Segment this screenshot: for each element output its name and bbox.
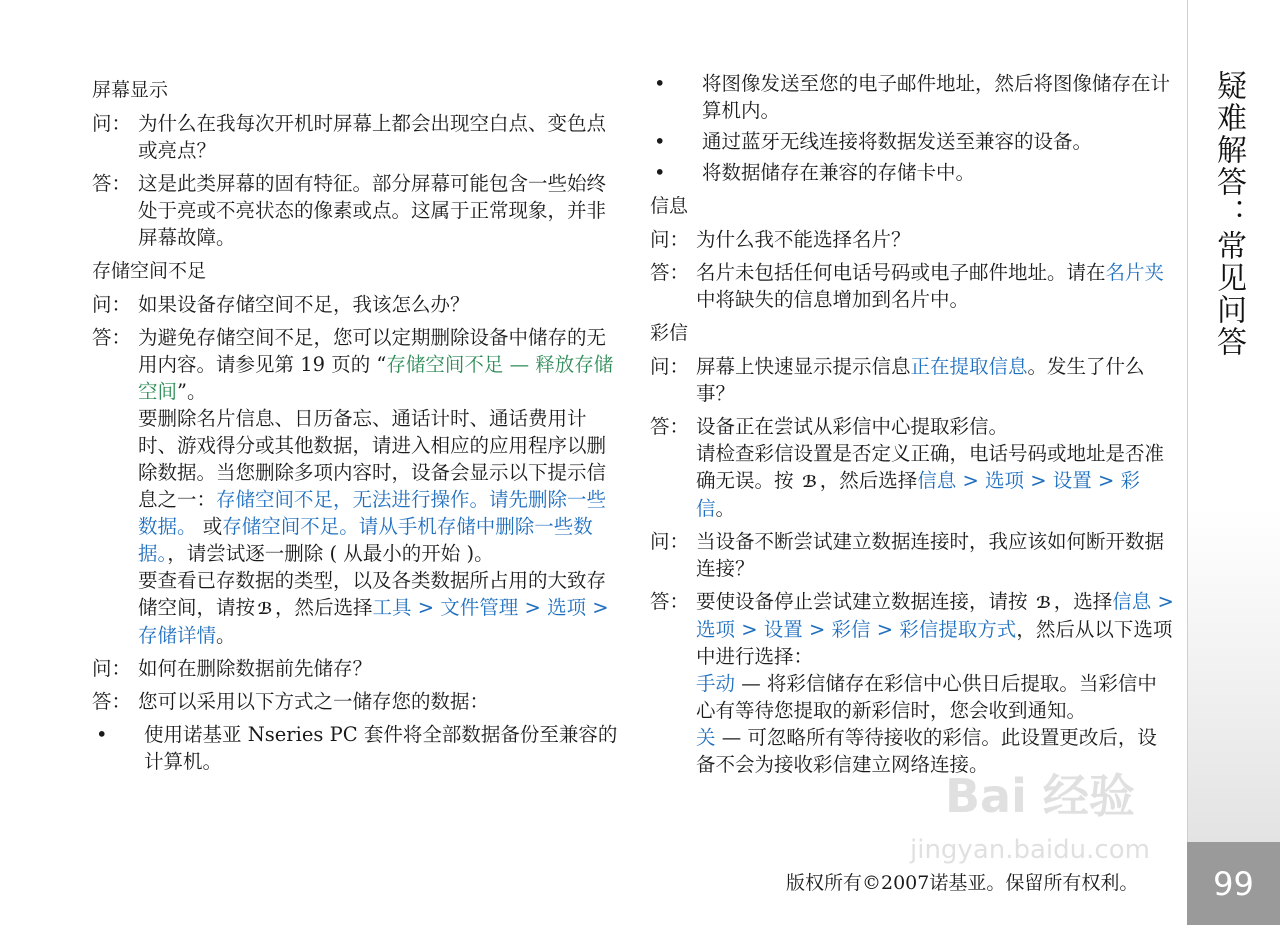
bullet-icon: • [96,723,108,746]
question-screen [92,110,622,164]
text: 。 [715,497,736,520]
separator: > [411,596,441,619]
separator: > [518,596,548,619]
right-column [650,70,1175,784]
question-text: 如何在删除数据前先储存？ [138,657,373,680]
answer-body [696,413,1175,522]
question-label: 问： [650,530,690,553]
section-heading-screen: 屏幕显示 [92,79,169,101]
question-label: 问： [650,228,690,251]
menu-path-options: 选项 [547,596,587,619]
question-retrieving [650,353,1175,407]
text: 。 [216,624,236,647]
left-column [92,70,622,779]
text: 中将缺失的信息增加到名片中。 [696,288,970,311]
question-label: 问： [92,293,132,316]
answer-label: 答： [650,261,690,284]
list-item [650,159,1175,186]
question-text: 如果设备存储空间不足，我该怎么办？ [138,293,470,316]
watermark-logo: Bai 经验 [945,769,1135,823]
menu-key-icon: ℬ [257,599,273,618]
separator: > [586,596,609,619]
question-label: 问： [92,657,132,680]
text: — 将彩信储存在彩信中心供日后提取。当彩信中心有等待您提取的新彩信时，您会收到通知。 [696,672,1157,722]
answer-retrieving [650,413,1175,522]
answer-body [138,324,622,649]
bullet-icon: • [654,72,666,95]
page-number: 99 [1187,842,1280,925]
text: 屏幕上快速显示提示信息 [696,355,911,378]
separator: > [870,618,900,641]
text: ”。 [177,380,207,403]
separator: > [802,618,832,641]
answer-label: 答： [92,690,132,713]
text: 要查看已存数据的类型，以及各类数据所占用的大致存储空间，请按 [138,569,607,619]
menu-path-tools: 工具 [372,596,412,619]
menu-path-mms: 彩信 [831,618,871,641]
question-text: 当设备不断尝试建立数据连接时，我应该如何断开数据连接？ [696,530,1165,580]
menu-path-settings: 设置 [763,618,803,641]
cross-reference-link[interactable]: 存储空间不足 — 释放存储空间 [138,353,614,403]
answer-label: 答： [92,172,132,195]
bullet-icon: • [654,161,666,184]
answer-label: 答： [92,326,132,349]
answer-paragraph: 设备正在尝试从彩信中心提取彩信。 [696,415,1009,438]
section-heading-messages: 信息 [650,195,689,217]
separator: > [735,618,764,641]
separator: > [956,469,985,492]
message-text-2: 存储空间不足。请从手机存储中删除一些数据。 [138,515,593,565]
answer-storage [92,324,622,649]
menu-path-file-manager: 文件管理 [440,596,519,619]
menu-path-memory-details: 存储详情 [138,624,217,647]
option-paragraph [696,670,1175,724]
answer-label: 答： [650,415,690,438]
menu-key-icon: ℬ [802,472,818,491]
answer-paragraph [138,324,622,405]
list-item-text: 将图像发送至您的电子邮件地址，然后将图像储存在计算机内。 [702,72,1171,122]
list-item-text: 将数据储存在兼容的存储卡中。 [702,161,976,184]
answer-paragraph [138,405,622,567]
text: ，然后选择 [275,596,373,619]
answer-paragraph [696,588,1175,670]
text: ，请尝试逐一删除 ( 从最小的开始 )。 [167,542,494,565]
question-disconnect [650,528,1175,582]
separator: > [1091,469,1121,492]
text: 要使设备停止尝试建立数据连接，请按 [696,590,1028,613]
answer-paragraph [696,440,1175,522]
watermark [905,735,1175,875]
answer-text [696,259,1175,313]
message-text-1: 存储空间不足，无法进行操作。请先删除一些数据。 [138,488,607,538]
answer-text: 这是此类屏幕的固有特征。部分屏幕可能包含一些始终处于亮或不亮状态的像素或点。这属于正常现象，并非屏幕故障。 [138,172,607,249]
text: 请检查彩信设置是否定义正确，电话号码或地址是否准确无误。按 [696,442,1165,492]
text: 名片未包括任何电话号码或电子邮件地址。请在 [696,261,1106,284]
question-backup [92,655,622,682]
bullet-icon: • [654,130,666,153]
answer-contacts [650,259,1175,313]
menu-key-icon: ℬ [1036,593,1052,612]
separator: > [1024,469,1053,492]
list-item [650,128,1175,155]
menu-path-mms: 彩信 [696,469,1141,520]
question-label: 问： [650,355,690,378]
list-item [92,721,622,775]
text: 。发生了什么事？ [696,355,1145,405]
answer-paragraph [138,567,622,649]
option-off: 关 [696,726,716,749]
list-item [650,70,1175,124]
question-contacts [650,226,1175,253]
text: ，选择 [1053,590,1113,613]
answer-text: 您可以采用以下方式之一储存您的数据： [138,690,490,713]
menu-path-options: 选项 [985,469,1025,492]
option-manual: 手动 [696,672,736,695]
answer-screen [92,170,622,251]
question-text [696,353,1175,407]
section-heading-mms: 彩信 [650,322,689,344]
text: 或 [202,515,223,538]
text: 为避免存储空间不足，您可以定期删除设备中储存的无用内容。请参见第 19 页的 “ [138,326,607,376]
chapter-title: 疑难解答：常见问答 [1211,70,1246,358]
menu-path-options: 选项 [696,618,736,641]
question-storage [92,291,622,318]
list-item-text: 通过蓝牙无线连接将数据发送至兼容的设备。 [702,130,1093,153]
chapter-sidebar [1187,0,1280,925]
section-heading-storage: 存储空间不足 [92,260,207,282]
status-message-text: 正在提取信息 [910,355,1028,378]
text: ，然后选择 [819,469,918,492]
answer-label: 答： [650,590,690,613]
copyright-notice: 版权所有©2007诺基亚。保留所有权利。 [786,872,1139,894]
menu-path-settings: 设置 [1052,469,1092,492]
text: — 可忽略所有等待接收的彩信。此设置更改后，设备不会为接收彩信建立网络连接。 [696,726,1157,776]
menu-path-mms-retrieval: 彩信提取方式 [899,618,1017,641]
answer-backup [92,688,622,715]
menu-path-messaging: 信息 [917,469,957,492]
watermark-url: jingyan.baidu.com [910,835,1150,865]
separator: > [1151,590,1174,613]
menu-path-contacts: 名片夹 [1105,261,1165,284]
list-item-text: 使用诺基亚 Nseries PC 套件将全部数据备份至兼容的计算机。 [144,723,618,773]
question-label: 问： [92,112,132,135]
question-text: 为什么我不能选择名片？ [696,228,911,251]
text: 要删除名片信息、日历备忘、通话计时、通话费用计时、游戏得分或其他数据，请进入相应的应用程序以删除数据。当您删除多项内容时，设备会显示以下提示信息之一： [138,407,607,511]
menu-path-messaging: 信息 [1112,590,1152,613]
question-text: 为什么在我每次开机时屏幕上都会出现空白点、变色点或亮点？ [138,112,607,162]
text: ，然后从以下选项中进行选择： [696,618,1173,668]
